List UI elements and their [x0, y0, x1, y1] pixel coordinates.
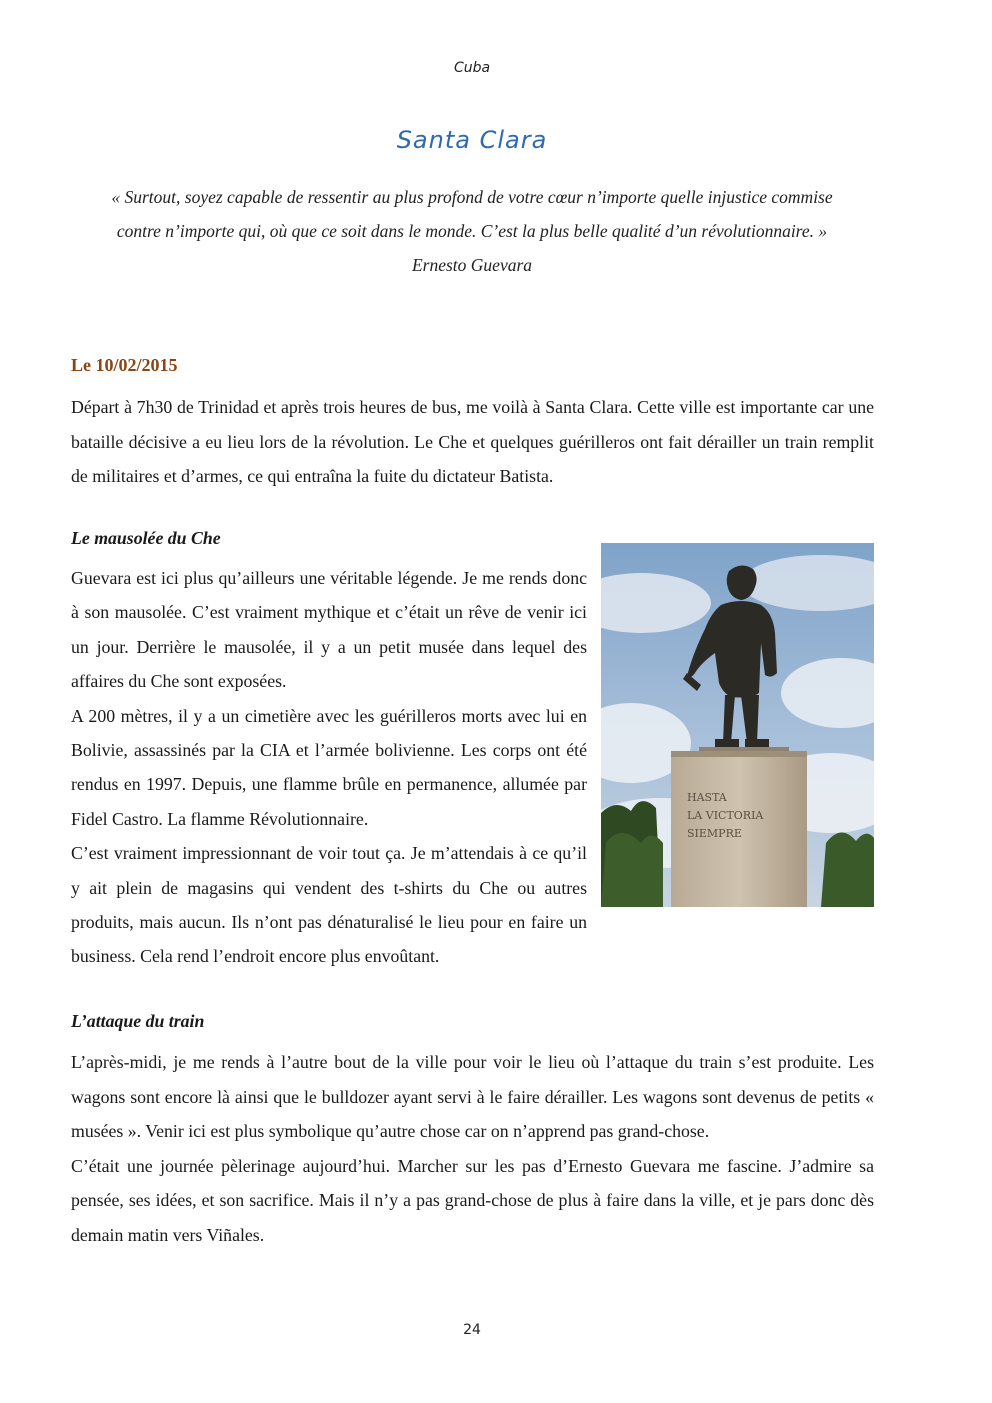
- mausoleum-paragraph: Guevara est ici plus qu’ailleurs une véritable légende. Je me rends donc à son mausolée. C’est vraiment mythique et c’était un rêve de venir ici un jour. Derrière le mausolée, il y a un petit musée dans lequel des affaires du Che sont exposées.: [71, 568, 587, 692]
- epigraph-author: Ernesto Guevara: [411, 255, 533, 275]
- intro-paragraph: Départ à 7h30 de Trinidad et après trois heures de bus, me voilà à Santa Clara. Cette ville est importante car une bataille décisive a eu lieu lors de la révolution. Le Che et quelques guérilleros ont fait dérailler un train remplit de militaires et d’armes, ce qui entraîna la fuite du dictateur Batista.: [71, 397, 874, 486]
- train-paragraph: L’après-midi, je me rends à l’autre bout de la ville pour voir le lieu où l’attaque du train s’est produite. Les wagons sont encore là ainsi que le bulldozer ayant servi à le faire dérailler. Les wagons sont devenus de petits « musées ». Venir ici est plus symbolique qu’autre chose car on n’apprend pas grand-chose.: [71, 1052, 874, 1141]
- epigraph-quote: « Surtout, soyez capable de ressentir au plus profond de votre cœur n’importe quelle injustice commise contre n’importe qui, où que ce soit dans le monde. C’est la plus belle qualité d’un révolutionnaire. »: [111, 187, 833, 241]
- epigraph: [90, 180, 854, 282]
- section-heading-train: L’attaque du train: [71, 1011, 205, 1031]
- section-heading-mausoleum: Le mausolée du Che: [71, 528, 221, 548]
- mausoleum-section-body: [71, 561, 874, 974]
- page-number: 24: [463, 1322, 481, 1338]
- page-title: Santa Clara: [396, 126, 548, 154]
- running-header: Cuba: [453, 60, 491, 76]
- inscription-line: SIEMPRE: [687, 827, 742, 840]
- mausoleum-paragraph: A 200 mètres, il y a un cimetière avec les guérilleros morts avec lui en Bolivie, assassinés par la CIA et l’armée bolivienne. Les corps ont été rendus en 1997. Depuis, une flamme brûle en permanence, allumée par Fidel Castro. La flamme Révolutionnaire.: [71, 705, 587, 829]
- inscription-line: LA VICTORIA: [687, 809, 764, 822]
- inscription-line: HASTA: [687, 791, 727, 804]
- train-section-body: [71, 1045, 874, 1252]
- entry-date: Le 10/02/2015: [71, 355, 178, 375]
- train-paragraph: C’était une journée pèlerinage aujourd’hui. Marcher sur les pas d’Ernesto Guevara me fascine. J’admire sa pensée, ses idées, et son sacrifice. Mais il n’y a pas grand-chose de plus à faire dans la ville, et je pars donc dès demain matin vers Viñales.: [71, 1155, 874, 1245]
- mausoleum-paragraph: C’est vraiment impressionnant de voir tout ça. Je m’attendais à ce qu’il y ait plein de magasins qui vendent des t-shirts du Che ou autres produits, mais aucun. Ils n’ont pas dénaturalisé le lieu pour en faire un business. Cela rend l’endroit encore plus envoûtant.: [71, 843, 587, 967]
- che-statue-photo: [601, 543, 874, 907]
